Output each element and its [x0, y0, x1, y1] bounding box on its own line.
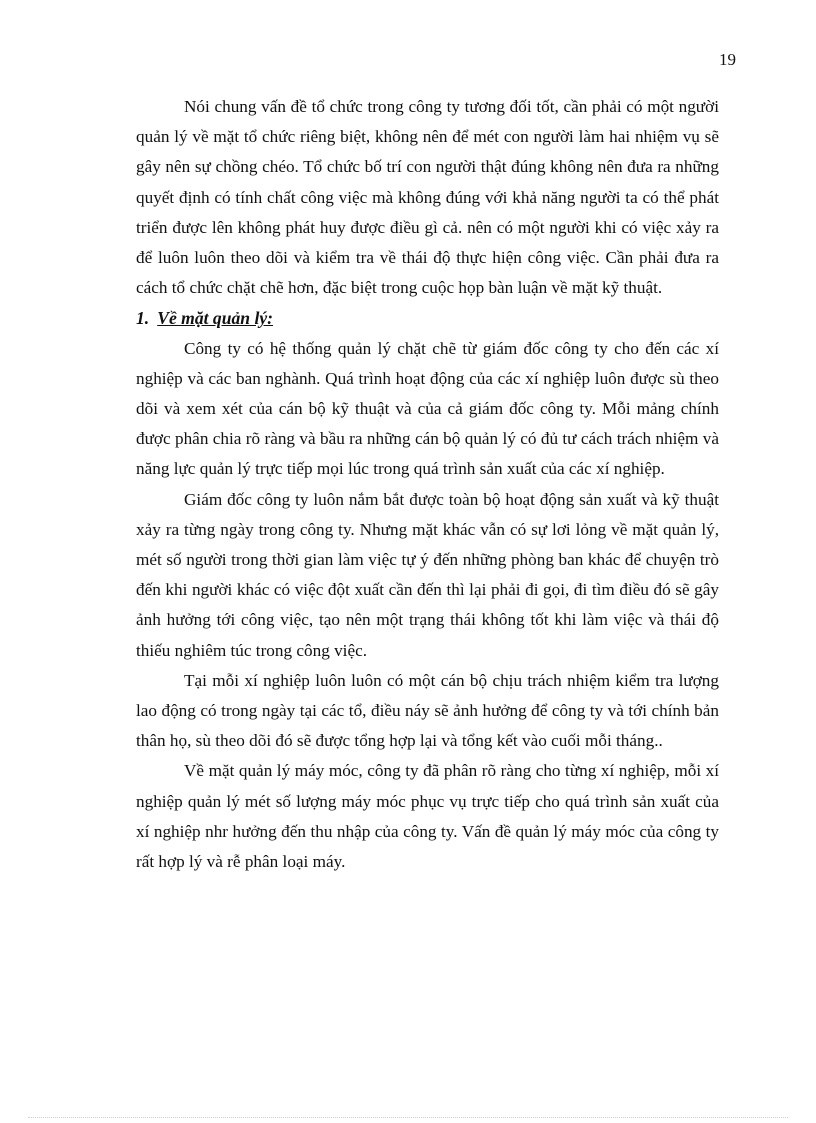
paragraph-labor-monitoring: Tại mỗi xí nghiệp luôn luôn có một cán bộ chịu trách nhiệm kiểm tra lượng lao động có trong ngày tại các tổ, điều náy sẽ ảnh hưởng để công ty và tới chính bản thân họ, sù theo dõi đó sẽ được tổng hợp lại và tổng kết vào cuối mỗi tháng..	[136, 670, 719, 751]
section-number: 1.	[136, 308, 150, 329]
paragraph-director-oversight: Giám đốc công ty luôn nắm bắt được toàn bộ hoạt động sản xuất và kỹ thuật xảy ra từng ngày trong công ty. Nhưng mặt khác vẫn có sự lơi lỏng về mặt quản lý, mét số người trong thời gian làm việc tự ý đến những phòng ban khác để chuyện trò đến khi người khác có việc đột xuất cần đến thì lại phải đi gọi, đi tìm điều đó sẽ gây ảnh hưởng tới công việc, tạo nên một trạng thái không tốt khi làm việc và thái độ thiếu nghiêm túc trong công việc.	[136, 489, 719, 660]
section-title: Về mặt quản lý:	[157, 308, 274, 329]
footer-divider	[28, 1117, 788, 1118]
paragraph-machinery-management: Về mặt quản lý máy móc, công ty đã phân rõ ràng cho từng xí nghiệp, mỗi xí nghiệp quản lý mét số lượng máy móc phục vụ trực tiếp cho quá trình sản xuất của xí nghiệp nhr hưởng đến thu nhập của công ty. Vấn đề quản lý máy móc của công ty rất hợp lý và rễ phân loại máy.	[136, 761, 719, 872]
section-heading	[136, 303, 719, 333]
page-number: 19	[719, 50, 736, 69]
paragraph-intro: Nói chung vấn đề tổ chức trong công ty tương đối tốt, cần phải có một người quản lý về mặt tổ chức riêng biệt, không nên để mét con người làm hai nhiệm vụ sẽ gây nên sự chồng chéo. Tổ chức bố trí con người thật đúng không nên đưa ra những quyết định có tính chất công việc mà không đúng với khả năng người ta có thể phát triển được lên không phát huy được điều gì cả. nên có một người khi có việc xảy ra để luôn luôn theo dõi và kiểm tra về thái độ thực hiện công việc. Cần phải đưa ra cách tổ chức chặt chẽ hơn, đặc biệt trong cuộc họp bàn luận về mặt kỹ thuật.	[136, 97, 719, 298]
document-body	[136, 92, 719, 877]
paragraph-management-system: Công ty có hệ thống quản lý chặt chẽ từ giám đốc công ty cho đến các xí nghiệp và các ban nghành. Quá trình hoạt động của các xí nghiệp luôn được sù theo dõi và xem xét của cán bộ kỹ thuật và của cả giám đốc công ty. Mỗi mảng chính được phân chia rõ ràng và bầu ra những cán bộ quản lý có đủ tư cách trách nhiệm và năng lực quản lý trực tiếp mọi lúc trong quá trình sản xuất của các xí nghiệp.	[136, 338, 719, 479]
